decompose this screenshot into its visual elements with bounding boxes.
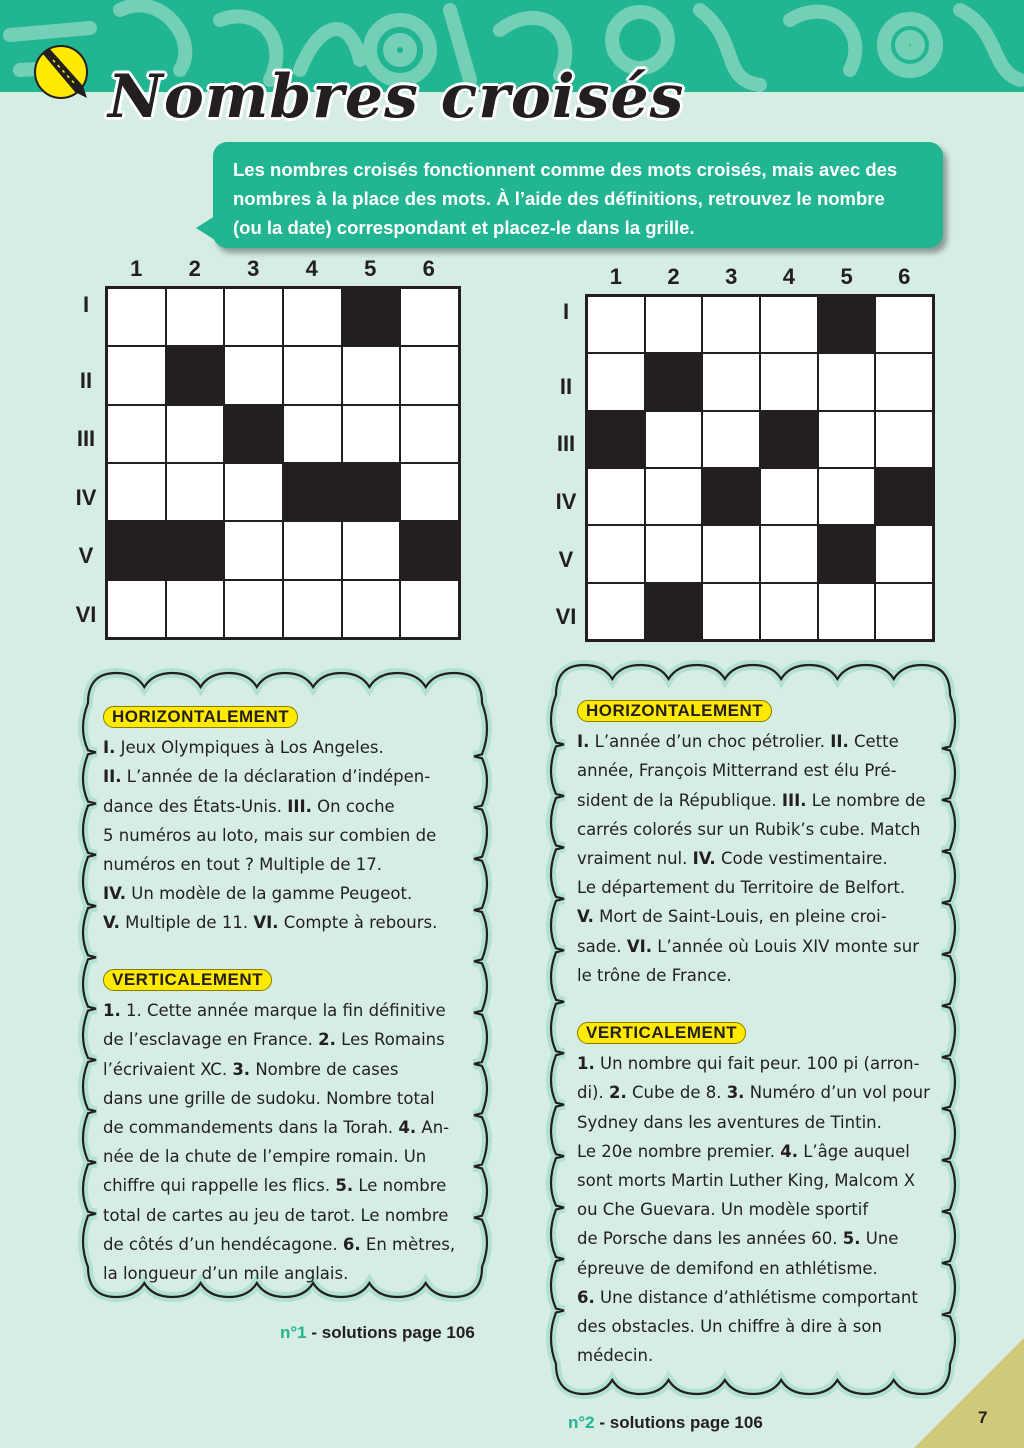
clue-line xyxy=(103,1259,473,1288)
clue-text: de côtés d’un hendécagone. xyxy=(103,1234,343,1254)
column-label: 4 xyxy=(305,256,318,281)
grid-cell[interactable] xyxy=(819,584,875,639)
clue-number: I. xyxy=(577,732,590,752)
vertical-clues xyxy=(577,1049,947,1370)
grid-cell[interactable] xyxy=(588,354,644,409)
clue-line xyxy=(577,727,947,756)
grid-cell[interactable] xyxy=(646,412,702,467)
grid-cell[interactable] xyxy=(167,581,224,637)
clue-number: 5. xyxy=(842,1229,861,1249)
crossword-grid-2 xyxy=(585,294,935,642)
clue-text: Un nombre qui fait peur. 100 pi (arron- xyxy=(594,1054,920,1074)
grid-cell[interactable] xyxy=(703,412,759,467)
clue-line xyxy=(103,1201,473,1230)
grid-cell[interactable] xyxy=(588,584,644,639)
grid-cell[interactable] xyxy=(588,297,644,352)
clue-line xyxy=(577,1049,947,1078)
horizontal-tag: HORIZONTALEMENT xyxy=(103,706,298,728)
puzzle-2-vertical xyxy=(577,1018,947,1370)
clue-text: de l’esclavage en France. xyxy=(103,1030,319,1050)
column-label: 1 xyxy=(130,256,143,281)
clue-line xyxy=(577,873,947,902)
clue-text: Cube de 8. xyxy=(626,1083,727,1103)
column-label: 2 xyxy=(667,264,680,289)
vertical-tag: VERTICALEMENT xyxy=(103,969,272,991)
clue-text: L’année d’un choc pétrolier. xyxy=(589,732,831,752)
vertical-clues xyxy=(103,996,473,1288)
grid-1-column-labels xyxy=(107,256,458,282)
clue-text: de commandements dans la Torah. xyxy=(103,1118,399,1138)
clue-line xyxy=(577,1254,947,1283)
clue-line xyxy=(103,996,473,1025)
grid-cell[interactable] xyxy=(108,406,165,462)
clue-text: Sydney dans les aventures de Tintin. xyxy=(577,1112,882,1132)
clue-number: 1. xyxy=(577,1054,595,1074)
clue-line xyxy=(103,733,473,762)
vertical-tag: VERTICALEMENT xyxy=(577,1022,746,1044)
clue-text: Une xyxy=(860,1229,899,1249)
clue-line xyxy=(577,815,947,844)
black-cell xyxy=(167,522,224,578)
intro-line-1: Les nombres croisés fonctionnent comme des mots croisés, mais avec des xyxy=(233,159,898,180)
row-label: I xyxy=(562,299,570,324)
clue-text: Une distance d’athlétisme comportant xyxy=(594,1287,918,1307)
clue-text: ou Che Guevara. Un modèle sportif xyxy=(577,1200,869,1220)
black-cell xyxy=(646,584,702,639)
row-label: VI xyxy=(555,604,577,630)
clue-number: V. xyxy=(577,907,594,927)
clue-number: IV. xyxy=(692,849,716,869)
puzzle-2-horizontal xyxy=(577,696,947,990)
clue-line xyxy=(103,1113,473,1142)
grid-cell[interactable] xyxy=(401,464,458,520)
grid-cell[interactable] xyxy=(876,526,932,581)
row-label: II xyxy=(559,373,573,399)
clue-text: Les Romains xyxy=(335,1030,445,1050)
clue-number: 1. xyxy=(103,1001,121,1021)
clue-number: III. xyxy=(781,790,807,810)
puzzle-1-horizontal xyxy=(103,702,473,938)
grid-cell[interactable] xyxy=(761,354,817,409)
solution-note-2 xyxy=(568,1413,763,1433)
grid-cell[interactable] xyxy=(401,581,458,637)
clue-number: I. xyxy=(103,738,116,758)
grid-cell[interactable] xyxy=(225,289,282,345)
column-label: 3 xyxy=(725,264,738,289)
grid-cell[interactable] xyxy=(343,347,400,403)
clue-line xyxy=(577,1078,947,1107)
clue-text: Mort de Saint-Louis, en pleine croi- xyxy=(593,907,887,927)
clue-text: de Porsche dans les années 60. xyxy=(577,1229,843,1249)
solution-note-1 xyxy=(280,1323,475,1343)
clue-text: En mètres, xyxy=(360,1234,456,1254)
grid-cell[interactable] xyxy=(343,522,400,578)
horizontal-tag: HORIZONTALEMENT xyxy=(577,700,772,722)
clue-line xyxy=(103,1055,473,1084)
clue-number: 6. xyxy=(577,1287,595,1307)
black-cell xyxy=(703,469,759,524)
black-cell xyxy=(343,464,400,520)
clue-text: chiffre qui rappelle les flics. xyxy=(103,1176,336,1196)
clue-line xyxy=(103,1171,473,1200)
pencil-badge xyxy=(33,40,97,104)
grid-cell[interactable] xyxy=(876,584,932,639)
clue-text: sident de la République. xyxy=(577,790,782,810)
clue-text: année, François Mitterrand est élu Pré- xyxy=(577,761,897,781)
row-label: I xyxy=(82,292,90,317)
grid-cell[interactable] xyxy=(284,581,341,637)
grid-cell[interactable] xyxy=(876,297,932,352)
grid-cell[interactable] xyxy=(646,469,702,524)
clue-number: 3. xyxy=(726,1083,745,1103)
black-cell xyxy=(819,526,875,581)
grid-cell[interactable] xyxy=(703,526,759,581)
clue-line xyxy=(577,1108,947,1137)
page-corner-decoration xyxy=(914,1338,1024,1448)
clue-number: V. xyxy=(103,913,120,933)
grid-cell[interactable] xyxy=(876,412,932,467)
grid-cell[interactable] xyxy=(108,347,165,403)
clue-text: Un modèle de la gamme Peugeot. xyxy=(126,884,413,904)
grid-cell[interactable] xyxy=(401,347,458,403)
clue-line xyxy=(577,932,947,961)
clue-text: Jeux Olympiques à Los Angeles. xyxy=(115,738,384,758)
column-label: 5 xyxy=(364,256,377,281)
black-cell xyxy=(108,522,165,578)
clue-number: 6. xyxy=(342,1234,361,1254)
clue-number: 4. xyxy=(780,1141,798,1161)
grid-cell[interactable] xyxy=(225,522,282,578)
clue-number: 5. xyxy=(335,1176,354,1196)
clue-text: Compte à rebours. xyxy=(278,913,438,933)
grid-cell[interactable] xyxy=(588,526,644,581)
column-label: 1 xyxy=(609,264,622,289)
grid-cell[interactable] xyxy=(343,581,400,637)
grid-cell[interactable] xyxy=(761,469,817,524)
black-cell xyxy=(588,412,644,467)
clue-line xyxy=(103,1084,473,1113)
grid-cell[interactable] xyxy=(284,522,341,578)
clue-text: Nombre de cases xyxy=(250,1059,399,1079)
row-label: III xyxy=(556,431,576,457)
clue-text: 5 numéros au loto, mais sur combien de xyxy=(103,825,437,845)
clue-text: Le nombre xyxy=(353,1176,447,1196)
column-label: 6 xyxy=(422,256,435,281)
clue-text: L’âge auquel xyxy=(797,1141,910,1161)
grid-cell[interactable] xyxy=(401,289,458,345)
grid-2-column-labels xyxy=(587,264,933,290)
clue-line xyxy=(577,1166,947,1195)
clue-line xyxy=(103,762,473,791)
grid-cell[interactable] xyxy=(703,297,759,352)
clue-line xyxy=(103,908,473,937)
clue-line xyxy=(577,1137,947,1166)
intro-line-2: nombres à la place des mots. À l’aide des définitions, retrouvez le nombre xyxy=(233,188,885,209)
grid-cell[interactable] xyxy=(703,354,759,409)
black-cell xyxy=(225,406,282,462)
black-cell xyxy=(761,412,817,467)
grid-cell[interactable] xyxy=(876,354,932,409)
horizontal-clues xyxy=(103,733,473,937)
grid-cell[interactable] xyxy=(761,526,817,581)
clue-text: épreuve de demifond en athlétisme. xyxy=(577,1258,878,1278)
solution-text: - solutions page 106 xyxy=(306,1323,475,1342)
clue-text: médecin. xyxy=(577,1346,654,1366)
clue-line xyxy=(577,1224,947,1253)
clue-line xyxy=(577,1312,947,1341)
clue-text: Le nombre de xyxy=(806,790,926,810)
clue-text: Le 20e nombre premier. xyxy=(577,1141,781,1161)
grid-2-row-labels xyxy=(550,294,582,640)
row-label: IV xyxy=(75,484,97,510)
clue-text: carrés colorés sur un Rubik’s cube. Match xyxy=(577,819,921,839)
clue-text: 1. Cette année marque la fin définitive xyxy=(120,1001,446,1021)
black-cell xyxy=(284,464,341,520)
row-label: V xyxy=(558,546,574,572)
grid-cell[interactable] xyxy=(108,289,165,345)
clue-number: VI. xyxy=(626,936,653,956)
clue-line xyxy=(103,1142,473,1171)
clue-line xyxy=(103,879,473,908)
row-label: V xyxy=(78,543,94,568)
clue-text: Code vestimentaire. xyxy=(715,849,888,869)
grid-cell[interactable] xyxy=(761,584,817,639)
grid-cell[interactable] xyxy=(819,469,875,524)
black-cell xyxy=(876,469,932,524)
grid-cell[interactable] xyxy=(167,464,224,520)
clue-number: II. xyxy=(830,732,849,752)
clue-text: des obstacles. Un chiffre à dire à son xyxy=(577,1317,882,1337)
black-cell xyxy=(646,354,702,409)
grid-cell[interactable] xyxy=(108,581,165,637)
grid-1-row-labels xyxy=(70,287,102,638)
column-label: 5 xyxy=(840,264,853,289)
clue-line xyxy=(577,961,947,990)
clue-number: 2. xyxy=(318,1030,336,1050)
grid-cell[interactable] xyxy=(646,526,702,581)
page-title: Nombres croisés xyxy=(108,62,685,132)
page-number: 7 xyxy=(978,1408,988,1427)
column-label: 6 xyxy=(898,264,911,289)
clue-text: numéros en tout ? Multiple de 17. xyxy=(103,855,382,875)
clue-text: di). xyxy=(577,1083,609,1103)
grid-cell[interactable] xyxy=(819,354,875,409)
clue-text: Multiple de 11. xyxy=(119,913,254,933)
clue-line xyxy=(577,902,947,931)
grid-cell[interactable] xyxy=(225,581,282,637)
clue-text: sont morts Martin Luther King, Malcom X xyxy=(577,1171,916,1191)
horizontal-clues xyxy=(577,727,947,990)
row-label: VI xyxy=(75,601,97,627)
black-cell xyxy=(401,522,458,578)
clue-text: Numéro d’un vol pour xyxy=(744,1083,930,1103)
grid-cell[interactable] xyxy=(167,406,224,462)
row-label: III xyxy=(76,426,96,451)
crossword-grid-1 xyxy=(105,286,461,640)
clue-text: Cette xyxy=(848,732,899,752)
grid-cell[interactable] xyxy=(108,464,165,520)
clue-line xyxy=(577,1341,947,1370)
clue-text: l’écrivaient XC. xyxy=(103,1059,233,1079)
grid-cell[interactable] xyxy=(588,469,644,524)
black-cell xyxy=(167,347,224,403)
clue-number: 4. xyxy=(398,1118,417,1138)
clue-line xyxy=(103,1230,473,1259)
intro-bubble xyxy=(213,142,943,248)
clue-text: On coche xyxy=(311,796,395,816)
black-cell xyxy=(343,289,400,345)
clue-text: total de cartes au jeu de tarot. Le nombre xyxy=(103,1205,449,1225)
grid-cell[interactable] xyxy=(284,406,341,462)
clue-line xyxy=(577,756,947,785)
row-label: II xyxy=(79,367,93,393)
intro-line-3: (ou la date) correspondant et placez-le dans la grille. xyxy=(233,217,695,238)
clue-text: L’année de la déclaration d’indépen- xyxy=(121,767,431,787)
clue-number: III. xyxy=(287,796,312,816)
grid-cell[interactable] xyxy=(167,289,224,345)
row-label: IV xyxy=(555,489,577,515)
grid-cell[interactable] xyxy=(401,406,458,462)
grid-cell[interactable] xyxy=(819,412,875,467)
column-label: 4 xyxy=(782,264,796,289)
clue-number: 3. xyxy=(232,1059,251,1079)
column-label: 2 xyxy=(188,256,201,281)
clue-text: An- xyxy=(416,1118,450,1138)
grid-cell[interactable] xyxy=(646,297,702,352)
clue-text: née de la chute de l’empire romain. Un xyxy=(103,1147,427,1167)
grid-cell[interactable] xyxy=(343,406,400,462)
column-label: 3 xyxy=(247,256,260,281)
puzzle-number: n°1 xyxy=(280,1323,307,1342)
clue-line xyxy=(103,792,473,821)
grid-cell[interactable] xyxy=(284,347,341,403)
clue-text: vraiment nul. xyxy=(577,849,693,869)
grid-cell[interactable] xyxy=(703,584,759,639)
clue-number: VI. xyxy=(253,913,279,933)
black-cell xyxy=(819,297,875,352)
clue-line xyxy=(103,821,473,850)
clue-line xyxy=(577,1283,947,1312)
grid-cell[interactable] xyxy=(225,347,282,403)
grid-cell[interactable] xyxy=(225,464,282,520)
clue-text: le trône de France. xyxy=(577,965,732,985)
clue-line xyxy=(577,844,947,873)
clue-text: la longueur d’un mile anglais. xyxy=(103,1264,349,1284)
clue-text: Le département du Territoire de Belfort. xyxy=(577,878,906,898)
clue-text: dans une grille de sudoku. Nombre total xyxy=(103,1088,435,1108)
clue-line xyxy=(103,850,473,879)
clue-number: II. xyxy=(103,767,122,787)
clue-text: dance des États-Unis. xyxy=(103,796,288,816)
clue-line xyxy=(103,1025,473,1054)
clue-number: 2. xyxy=(609,1083,627,1103)
grid-cell[interactable] xyxy=(761,297,817,352)
clue-text: L’année où Louis XIV monte sur xyxy=(652,936,919,956)
clue-text: sade. xyxy=(577,936,627,956)
solution-text: - solutions page 106 xyxy=(594,1413,763,1432)
puzzle-number: n°2 xyxy=(568,1413,595,1432)
pencil-icon xyxy=(33,40,97,104)
clue-line xyxy=(577,1195,947,1224)
grid-cell[interactable] xyxy=(284,289,341,345)
puzzle-1-vertical xyxy=(103,965,473,1288)
clue-number: IV. xyxy=(103,884,127,904)
clue-line xyxy=(577,786,947,815)
